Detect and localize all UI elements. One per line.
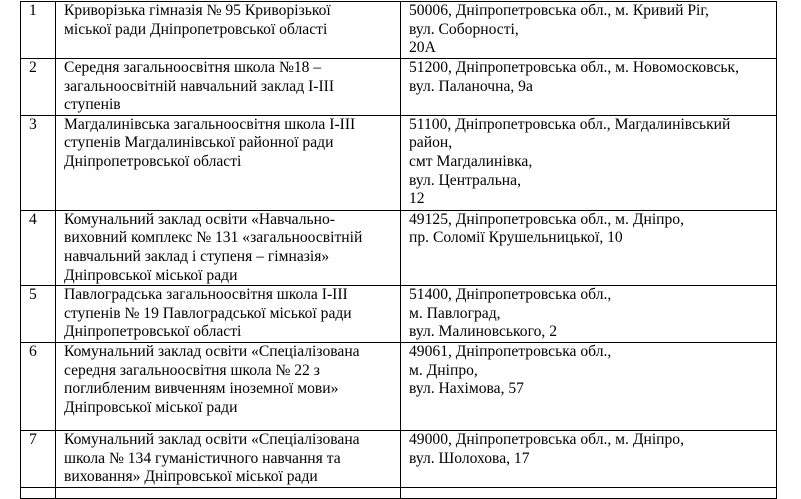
school-name-line: ступенів xyxy=(64,96,121,114)
address-line: 49061, Дніпропетровська обл., xyxy=(409,342,612,360)
school-address xyxy=(401,115,777,210)
school-name xyxy=(56,59,401,116)
row-number: 2 xyxy=(21,59,56,116)
address-line: 20А xyxy=(409,39,436,57)
school-address xyxy=(401,342,777,430)
row-number: 6 xyxy=(21,342,56,430)
address-line: вул. Нахімова, 57 xyxy=(409,380,524,398)
address-line: м. Павлоград, xyxy=(409,304,501,322)
school-name xyxy=(56,286,401,343)
school-name-line: Дніпропетровської області xyxy=(64,323,242,341)
address-line: 51100, Дніпропетровська обл., Магдалинівський xyxy=(409,115,731,133)
table-row xyxy=(21,342,777,430)
table-row xyxy=(21,430,777,487)
address-line: 49125, Дніпропетровська обл., м. Дніпро, xyxy=(409,210,684,228)
school-name-line: Комунальний заклад освіти «Спеціалізована xyxy=(64,430,360,448)
row-number: 7 xyxy=(21,430,56,487)
school-name-line: поглибленим вивченням іноземної мови» xyxy=(64,380,339,398)
table-row xyxy=(21,115,777,210)
address-line: район, xyxy=(409,134,453,152)
address-line: вул. Паланочна, 9а xyxy=(409,77,533,95)
school-name xyxy=(56,115,401,210)
school-name-line: Магдалинівська загальноосвітня школа І-ІІІ xyxy=(64,115,356,133)
school-name-line: Дніпропетровської області xyxy=(64,152,242,170)
school-address-empty xyxy=(401,487,777,498)
school-name-line: загальноосвітній навчальний заклад І-ІІІ xyxy=(64,77,335,95)
table-row xyxy=(21,210,777,285)
school-name-line: виховання» Дніпровської міської ради xyxy=(64,468,318,486)
address-line: м. Дніпро, xyxy=(409,361,478,379)
row-number-empty xyxy=(21,487,56,498)
address-line: 51400, Дніпропетровська обл., xyxy=(409,286,612,304)
address-line: вул. Центральна, xyxy=(409,171,521,189)
school-name-line: навчальний заклад і ступеня – гімназія» xyxy=(64,247,330,265)
table-row xyxy=(21,59,777,116)
school-address xyxy=(401,430,777,487)
school-name-line: ступенів № 19 Павлоградської міської ради xyxy=(64,304,352,322)
school-name-line: Дніпровської міської ради xyxy=(64,398,238,416)
school-name-line: школа № 134 гуманістичного навчання та xyxy=(64,449,341,467)
school-name-line: Комунальний заклад освіти «Навчально- xyxy=(64,210,335,228)
address-line: вул. Шолохова, 17 xyxy=(409,449,530,467)
row-number: 5 xyxy=(21,286,56,343)
address-line: вул. Соборності, xyxy=(409,20,519,38)
table-row xyxy=(21,286,777,343)
school-name xyxy=(56,210,401,285)
school-name-line: виховний комплекс № 131 «загальноосвітній xyxy=(64,229,363,247)
table-row-partial xyxy=(21,487,777,498)
school-name xyxy=(56,430,401,487)
schools-table xyxy=(20,1,777,499)
address-line: 49000, Дніпропетровська обл., м. Дніпро, xyxy=(409,430,684,448)
school-name-line: Павлоградська загальноосвітня школа І-ІІІ xyxy=(64,286,348,304)
school-name xyxy=(56,342,401,430)
address-line: 50006, Дніпропетровська обл., м. Кривий Ріг, xyxy=(409,2,709,19)
school-name-line: Комунальний заклад освіти «Спеціалізована xyxy=(64,342,360,360)
school-name-line: середня загальноосвітня школа № 22 з xyxy=(64,361,320,379)
row-number: 1 xyxy=(21,2,56,59)
address-line: вул. Малиновського, 2 xyxy=(409,323,557,341)
school-name-line: міської ради Дніпропетровської області xyxy=(64,20,328,38)
row-number: 4 xyxy=(21,210,56,285)
address-line: 12 xyxy=(409,190,425,208)
school-name xyxy=(56,2,401,59)
school-address xyxy=(401,286,777,343)
school-name-line: ступенів Магдалинівської районної ради xyxy=(64,134,334,152)
school-address xyxy=(401,59,777,116)
school-address xyxy=(401,2,777,59)
address-line: 51200, Дніпропетровська обл., м. Новомосковськ, xyxy=(409,59,739,76)
address-line: смт Магдалинівка, xyxy=(409,152,533,170)
school-name-line: Середня загальноосвітня школа №18 – xyxy=(64,59,322,76)
row-number: 3 xyxy=(21,115,56,210)
school-name-line: Дніпровської міської ради xyxy=(64,266,238,284)
school-address xyxy=(401,210,777,285)
table-row xyxy=(21,2,777,59)
school-name-line: Криворізька гімназія № 95 Криворізької xyxy=(64,2,331,19)
school-name-empty xyxy=(56,487,401,498)
address-line: пр. Соломії Крушельницької, 10 xyxy=(409,229,623,247)
